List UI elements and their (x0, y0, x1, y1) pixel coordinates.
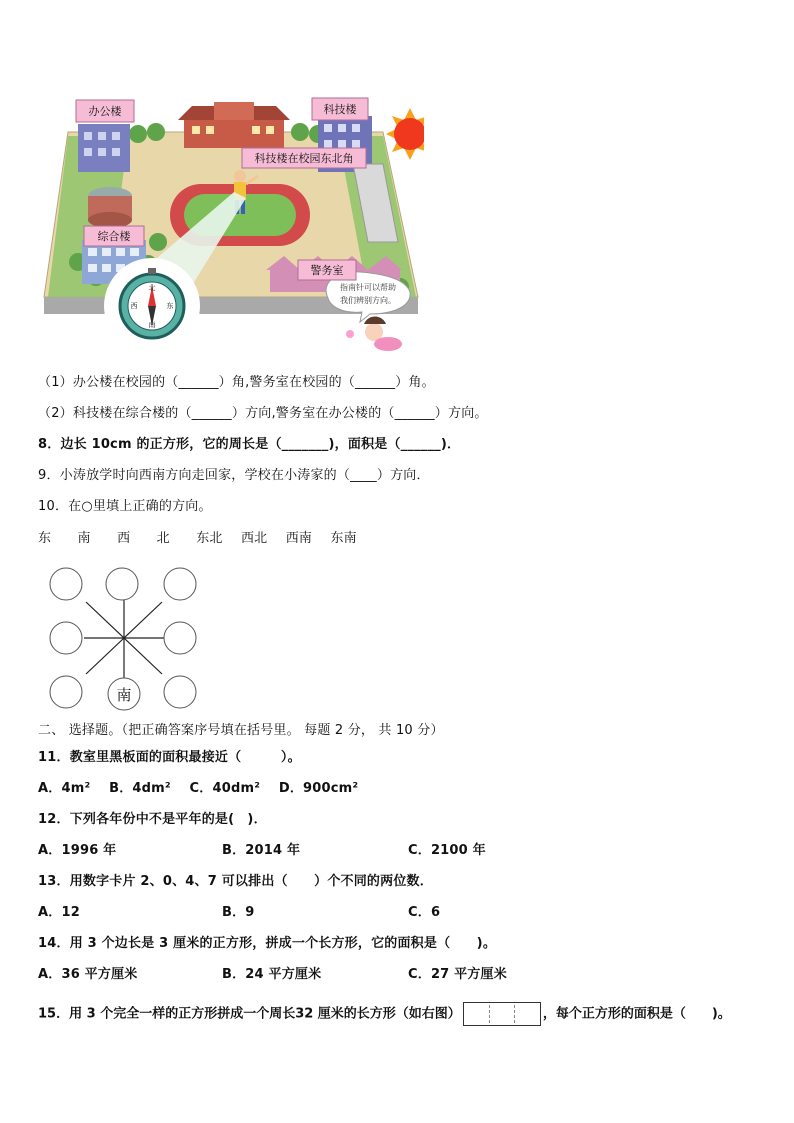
ray-northwest (86, 602, 124, 638)
option-d[interactable]: D．900cm² (278, 781, 359, 796)
question-11: 11．教室里黑板面的面积最接近（ ）。 (38, 750, 301, 765)
answer-circle-southeast[interactable] (164, 676, 196, 708)
ray-northeast (124, 602, 162, 638)
direction-word: 西南 (285, 531, 313, 546)
option-c[interactable]: C．40dm² (189, 781, 261, 796)
question-10: 10．在○里填上正确的方向。 (38, 499, 212, 514)
direction-word: 西北 (240, 531, 268, 546)
question-15 (38, 1002, 731, 1026)
label-security (298, 260, 356, 280)
option-a[interactable]: A．12 (38, 905, 80, 920)
ray-southeast (124, 638, 162, 674)
three-squares-rectangle-figure (463, 1002, 541, 1026)
question-15-text-before: 15．用 3 个完全一样的正方形拼成一个周长32 厘米的长方形（如右图） (38, 1006, 461, 1022)
sun-icon (386, 108, 424, 160)
answer-circle-east[interactable] (164, 622, 196, 654)
direction-circle-diagram (40, 562, 200, 714)
question-14: 14．用 3 个边长是 3 厘米的正方形，拼成一个长方形，它的面积是（ )。 (38, 936, 497, 951)
question-11-options (38, 780, 358, 798)
question-9: 9．小涛放学时向西南方向走回家，学校在小涛家的（____）方向． (38, 468, 430, 483)
direction-word: 南 (77, 531, 91, 546)
option-a[interactable]: A．4m² (38, 781, 91, 796)
answer-circle-north[interactable] (106, 568, 138, 600)
ray-southwest (86, 638, 124, 674)
answer-circle-southwest[interactable] (50, 676, 82, 708)
question-13-options (38, 904, 440, 922)
answer-circle-northeast[interactable] (164, 568, 196, 600)
round-building (88, 187, 132, 228)
direction-word: 西 (117, 531, 131, 546)
option-a[interactable]: A．36 平方厘米 (38, 967, 138, 982)
question-14-options (38, 966, 507, 984)
tip-line-1: 指南针可以帮助 (340, 283, 396, 292)
campus-map-illustration (38, 92, 424, 364)
section-2-heading: 二、 选择题。（把正确答案序号填在括号里。 每题 2 分， 共 10 分） (38, 723, 444, 738)
option-a[interactable]: A．1996 年 (38, 843, 117, 858)
direction-word: 东南 (330, 531, 357, 546)
direction-word: 东 (38, 531, 52, 546)
svg-text:办公楼: 办公楼 (88, 105, 122, 118)
svg-text:警务室: 警务室 (310, 264, 344, 277)
compass-illustration (104, 258, 200, 354)
compass-letter-north: 北 (148, 284, 156, 292)
question-8: 8．边长 10cm 的正方形，它的周长是（_______)，面积是（______)． (38, 437, 461, 452)
label-science (312, 98, 368, 120)
option-c[interactable]: C．27 平方厘米 (408, 967, 507, 982)
label-general (84, 226, 144, 246)
svg-text:科技楼: 科技楼 (323, 103, 357, 116)
tip-line-2: 我们辨别方向。 (340, 296, 396, 305)
direction-word-list (38, 530, 357, 548)
question-12-options (38, 842, 486, 860)
answer-circle-northwest[interactable] (50, 568, 82, 600)
option-c[interactable]: C．2100 年 (408, 843, 486, 858)
option-b[interactable]: B．24 平方厘米 (222, 967, 322, 982)
main-building (178, 102, 290, 148)
option-b[interactable]: B．4dm² (109, 781, 171, 796)
label-office (76, 100, 134, 122)
direction-word: 北 (156, 531, 170, 546)
option-c[interactable]: C．6 (408, 905, 441, 920)
answer-circle-west[interactable] (50, 622, 82, 654)
compass-letter-west: 西 (130, 302, 138, 310)
label-speech (242, 148, 366, 168)
office-building (78, 124, 130, 172)
question-15-text-after: ，每个正方形的面积是（ )。 (542, 1006, 731, 1022)
question-12: 12．下列各年份中不是平年的是( )． (38, 812, 267, 827)
svg-text:综合楼: 综合楼 (97, 230, 131, 243)
question-7-2: （2）科技楼在综合楼的（______）方向,警务室在办公楼的（______）方向。 (38, 406, 488, 421)
question-7-1: （1）办公楼在校园的（______）角,警务室在校园的（______）角。 (38, 375, 435, 390)
compass-letter-south: 南 (148, 321, 156, 329)
option-b[interactable]: B．2014 年 (222, 843, 301, 858)
given-direction-south: 南 (116, 686, 132, 704)
question-13: 13．用数字卡片 2、0、4、7 可以排出（ ）个不同的两位数． (38, 874, 433, 889)
compass-letter-east: 东 (166, 302, 174, 310)
direction-word: 东北 (196, 531, 223, 546)
svg-text:科技楼在校园东北角: 科技楼在校园东北角 (254, 152, 354, 165)
option-b[interactable]: B．9 (222, 905, 255, 920)
